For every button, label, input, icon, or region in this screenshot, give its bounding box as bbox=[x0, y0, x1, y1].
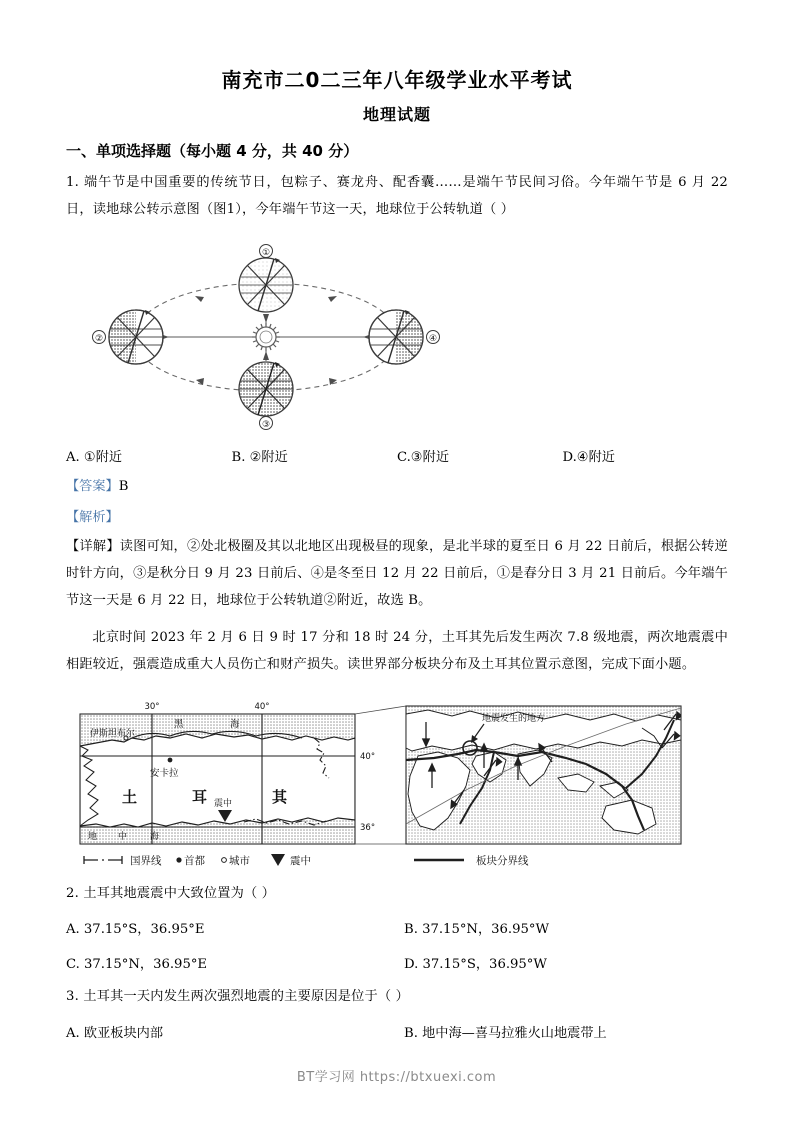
earth-position-2 bbox=[93, 310, 164, 364]
question-1-detail: 【详解】读图可知，②处北极圈及其以北地区出现极昼的现象，是北半球的夏至日 6 月 22 日前后，根据公转逆时针方向，③是秋分日 9 月 23 日前后、④是冬至日 12 月 22 日前后，①是春分日 3 月 21 日前后。今年端午节这一天是 6 月 22 日，地球位于公转轨道②附近，故选 B。 bbox=[66, 538, 728, 609]
footer-watermark: BT学习网 https://btxuexi.com bbox=[296, 1070, 497, 1085]
question-2-option-b[interactable]: B. 37.15°N，36.95°W bbox=[404, 922, 550, 938]
earth-position-1 bbox=[239, 245, 293, 313]
svg-text:②: ② bbox=[94, 334, 104, 345]
earth-revolution-svg bbox=[66, 237, 466, 433]
question-3-option-a[interactable]: A. 欧亚板块内部 bbox=[66, 1025, 164, 1041]
page-content bbox=[66, 0, 728, 1046]
earthquake-passage: 北京时间 2023 年 2 月 6 日 9 时 17 分和 18 时 24 分，土耳其先后发生两次 7.8 级地震，两次地震震中相距较近，强震造成重大人员伤亡和财产损失。读世界部分板块分布及土耳其位置示意图，完成下面小题。 bbox=[66, 630, 728, 673]
question-3-stem: 3. 土耳其一天内发生两次强烈地震的主要原因是位于（ ） bbox=[66, 989, 410, 1005]
earth-position-3 bbox=[239, 362, 293, 430]
label-country-char-2: 耳 bbox=[192, 788, 208, 807]
maps-svg bbox=[66, 694, 728, 874]
turkey-map-legend bbox=[84, 854, 311, 867]
label-istanbul: 伊斯坦布尔 bbox=[90, 729, 136, 740]
svg-text:④: ④ bbox=[428, 334, 438, 345]
legend-city: 城市 bbox=[229, 855, 250, 868]
question-1-option-b[interactable]: B. ②附近 bbox=[231, 450, 288, 466]
question-2-options-row-2 bbox=[66, 952, 728, 977]
label-black-sea: 黑 bbox=[174, 719, 184, 731]
legend-epicenter: 震中 bbox=[290, 855, 311, 868]
legend-capital: 首都 bbox=[184, 855, 205, 868]
page-subtitle: 地理试题 bbox=[362, 105, 431, 124]
lon-label-40: 40° bbox=[254, 702, 270, 713]
question-3-option-b[interactable]: B. 地中海—喜马拉雅火山地震带上 bbox=[404, 1025, 607, 1041]
figure-earth-revolution bbox=[66, 237, 728, 433]
page-title: 南充市二0二三年八年级学业水平考试 bbox=[221, 68, 573, 92]
lat-label-36: 36° bbox=[360, 823, 376, 834]
earth-position-4 bbox=[369, 310, 440, 364]
label-ankara: 安卡拉 bbox=[150, 768, 179, 780]
svg-text:①: ① bbox=[261, 248, 271, 259]
question-1-options bbox=[66, 445, 728, 470]
label-epicenter: 震中 bbox=[214, 799, 233, 810]
analysis-label: 【解析】 bbox=[66, 509, 119, 525]
svg-text:③: ③ bbox=[261, 420, 271, 431]
section-heading: 一、单项选择题（每小题 4 分，共 40 分） bbox=[66, 142, 359, 161]
figure-turkey-and-plates bbox=[66, 694, 728, 874]
question-1-answer bbox=[66, 474, 728, 500]
question-1-option-a[interactable]: A. ①附近 bbox=[66, 450, 123, 466]
question-1-stem: 1. 端午节是中国重要的传统节日，包粽子、赛龙舟、配香囊……是端午节民间习俗。今年端午节是 6 月 22 日，读地球公转示意图（图1），今年端午节这一天，地球位于公转轨道（ ） bbox=[66, 174, 728, 217]
label-mediterranean-1: 地 bbox=[88, 832, 98, 843]
question-2-option-d[interactable]: D. 37.15°S，36.95°W bbox=[404, 957, 547, 973]
lat-label-40: 40° bbox=[360, 752, 376, 763]
question-1-analysis bbox=[66, 505, 728, 531]
world-plates-map bbox=[406, 706, 682, 867]
question-1-option-d[interactable]: D.④附近 bbox=[562, 450, 615, 466]
sun-icon bbox=[252, 323, 280, 351]
label-mediterranean-2: 中 bbox=[118, 832, 128, 843]
answer-value: B bbox=[118, 479, 129, 495]
answer-label: 【答案】 bbox=[66, 479, 119, 495]
label-mediterranean-3: 海 bbox=[150, 832, 160, 843]
question-2-stem: 2. 土耳其地震震中大致位置为（ ） bbox=[66, 886, 276, 902]
turkey-map bbox=[80, 702, 375, 867]
legend-border: 国界线 bbox=[130, 855, 162, 868]
label-earthquake-location: 地震发生的地方 bbox=[482, 714, 546, 725]
lon-label-30: 30° bbox=[144, 702, 160, 713]
label-country-char-1: 土 bbox=[122, 788, 138, 807]
plates-map-legend bbox=[414, 854, 529, 867]
legend-plate-boundary: 板块分界线 bbox=[476, 855, 529, 868]
question-2-option-a[interactable]: A. 37.15°S，36.95°E bbox=[66, 922, 205, 938]
question-1-option-c[interactable]: C.③附近 bbox=[397, 450, 450, 466]
question-3-options-row-1 bbox=[66, 1021, 728, 1046]
question-2-option-c[interactable]: C. 37.15°N，36.95°E bbox=[66, 957, 208, 973]
label-country-char-3: 其 bbox=[272, 788, 288, 807]
label-black-sea-2: 海 bbox=[230, 719, 240, 731]
question-2-options-row-1 bbox=[66, 917, 728, 942]
